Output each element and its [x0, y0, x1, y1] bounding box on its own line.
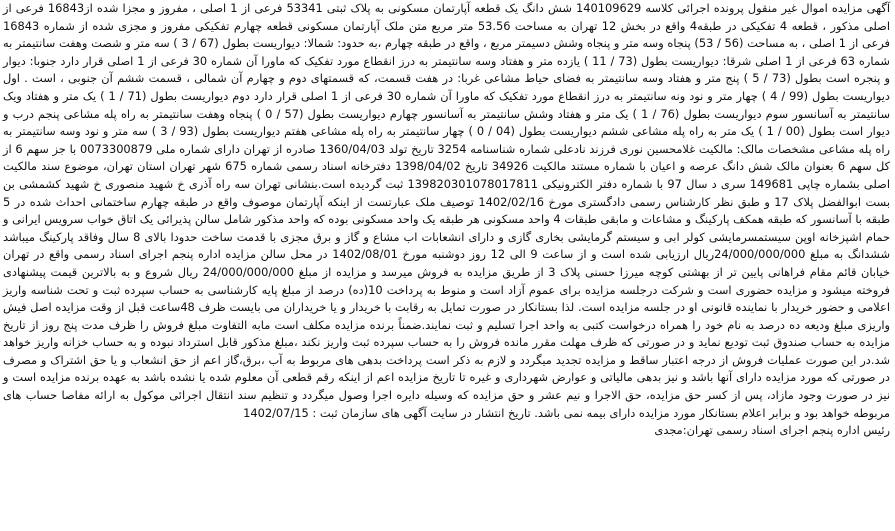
notice-body: آگهی مزایده اموال غیر منقول پرونده اجرائی کلاسه 140109629 شش دانگ یک قطعه آپارتمان مسکونی به پلاک ثبتی 53341 فرعی از 1 اصلی ، مفروز و مجزا شده از16843 فرعی از اصلی مذکور ، قطعه 4 تفکیکی در طبقه4 واقع در بخش 12 تهران به مساحت 53.56 متر مربع متن ملک آپارتمان مسکونی قطعه چهارم تفکیکی مفروز و مجزی شده از شماره 16843 فرعی از 1 اصلی ، به مساحت (56 / 53) پنجاه وسه متر و پنجاه وشش دسیمتر مربع ، واقع در طبقه چهارم ،به حدود: شمالا: دیواریست بطول (67 / 3 ) سه متر و شصت وهفت سانتیمتر به شماره 63 فرعی از 1 اصلی شرقا: دیواریست بطول (73 / 11 ) یازده متر و هفتاد وسه سانتیمتر به درز انقطاع مورد تفکیک که ماورا آن شماره 30 فرعی از 1 اصلی قرار دارد جنوبا: دیوار و پنجره است بطول (73 / 5 ) پنج متر و هفتاد وسه سانتیمتر به فضای حیاط مشاعی غربا: در هفت قسمت، که قسمتهای دوم و چهارم آن شمالی ، قسمت ششم آن جنوبی ، است . اول دیواریست بطول (99 / 4 ) چهار متر و نود ونه سانتیمتر به درز انقطاع مورد تفکیک که ماورا آن شماره 30 فرعی از 1 اصلی قرار دارد دوم دیواریست بطول (71 / 1 ) یک متر و هفتاد ویک سانتیمتر به آسانسور سوم دیواریست بطول (76 / 1 ) یک متر و هفتاد وشش سانتیمتر به آسانسور چهارم دیواریست بطول (57 / 0 ) پنجاه وهفت سانتیمتر به راه پله مشاعی پنجم درب و دیوار است بطول (00 / 1 ) یک متر به راه پله مشاعی ششم دیواریست بطول (04 / 0 ) چهار سانتیمتر به راه پله مشاعی هفتم دیواریست بطول (93 / 3 ) سه متر و نود وسه سانتیمتر به راه پله مشاعی مشخصات مالک: مالکیت غلامحسین نوری فرزند نادعلی شماره شناسنامه 3254 تاریخ تولد 1360/04/03 صادره از تهران دارای شماره ملی 0073300879 با جز سهم 6 از کل سهم 6 بعنوان مالک شش دانگ عرصه و اعیان با شماره مستند مالکیت 34926 تاریخ 1398/04/02 دفترخانه اسناد رسمی شماره 675 شهر تهران استان تهران، موضوع سند مالکیت اصلی بشماره چاپی 149681 سری د سال 97 با شماره دفتر الکترونیکی 139820301078017811 ثبت گردیده است.بنشانی تهران سه راه آذری خ شهید منصوری خ شهید کشمشی بن بست ابوالفضل پلاک 17 و طبق نظر کارشناس رسمی دادگستری مورخ 1402/02/16 توصیف ملک عبارتست از اینکه آپارتمان موصوف واقع در طبقه چهارم ساختمانی احداث شده در 5 طبقه با آسانسور که طبقه همکف پارکینگ و مشاعات و مابقی طبقات 4 واحد مسکونی هر طبقه یک واحد مسکونی بوده که واحد مذکور شامل سالن پذیرائی یک اتاق خواب سرویس ایرانی و حمام اشپزخانه اوپن سیستمسرمایشی کولر ابی و سیستم گرمایشی بخاری گازی و دارای انشعابات اب مشاع و گاز و برق مجزی با قدمت ساخت حدودا بالای 8 سال وفاقد پارکینگ میباشد ششدانگ به مبلغ 24/000/000/000ریال ارزیابی شده است و از ساعت 9 الی 12 روز دوشنبه مورخ 1402/08/01 در محل سالن مزایده اداره پنجم اجرای اسناد رسمی واقع در تهران خیابان قائم مقام فراهانی پایین تر از بهشتی کوچه میرزا حسنی پلاک 3 از طریق مزایده به فروش میرسد و مزایده از مبلغ 24/000/000/000 ریال شروع و به بالاترین قیمت پیشنهادی فروخته میشود و مزایده حضوری است و شرکت درجلسه مزایده برای عموم آزاد است و منوط به پرداخت 10(ده) درصد از مبلغ پایه کارشناسی به حساب سپرده ثبت و تحت شناسه واریز اعلامی و حضور خریدار با نماینده قانونی او در جلسه مزایده است. لذا بستانکار در صورت تمایل به رقابت با خریدار و یا خریداران می بایست ظرف 48ساعت قبل از وقت مزایده اصل فیش واریزی مبلغ ودیعه ده درصد به نام خود را همراه درخواست کتبی به واحد اجرا تسلیم و ثبت نمایند.ضمناً برنده مزایده مکلف است مابه التفاوت مبلغ فروش را ظرف مدت پنج روز از تاریخ مزایده به حساب صندوق ثبت تودیع نماید و در صورتی که ظرف مهلت مقرر مانده فروش را به حساب سپرده ثبت واریز نکند ،مبلغ مذکور قابل استرداد نبوده و به حساب خزانه واریز خواهد شد.در این صورت عملیات فروش از درجه اعتبار ساقط و مزایده تجدید میگردد و لازم به ذکر است پرداخت بدهی های مربوط به آب ،برق،گاز اعم از حق انشعاب و یا حق اشتراک و مصرف در صورتی که مورد مزایده دارای آنها باشد و نیز بدهی مالیاتی و عوارض شهرداری و غیره تا تاریخ مزایده اعم از اینکه رقم قطعی آن معلوم شده یا نشده باشد به عهده برنده مزایده است و نیز در صورت وجود مازاد، پس از کسر حق مزایده، حق الاجرا و نیم عشر و حق مزایده که وسیله دایره اجرا وصول میگردد و تنظیم سند انتقال اجرائی موکول به ارائه مفاصا حساب های مربوطه خواهد بود و برابر اعلام بستانکار مورد مزایده دارای بیمه نمی باشد. تاریخ انتشار در سایت آگهی های سازمان ثبت : 1402/07/15 — [3, 1, 891, 420]
notice-publisher: رئیس اداره پنجم اجرای اسناد رسمی تهران:مجدی — [654, 423, 890, 438]
auction-notice — [3, 0, 890, 531]
